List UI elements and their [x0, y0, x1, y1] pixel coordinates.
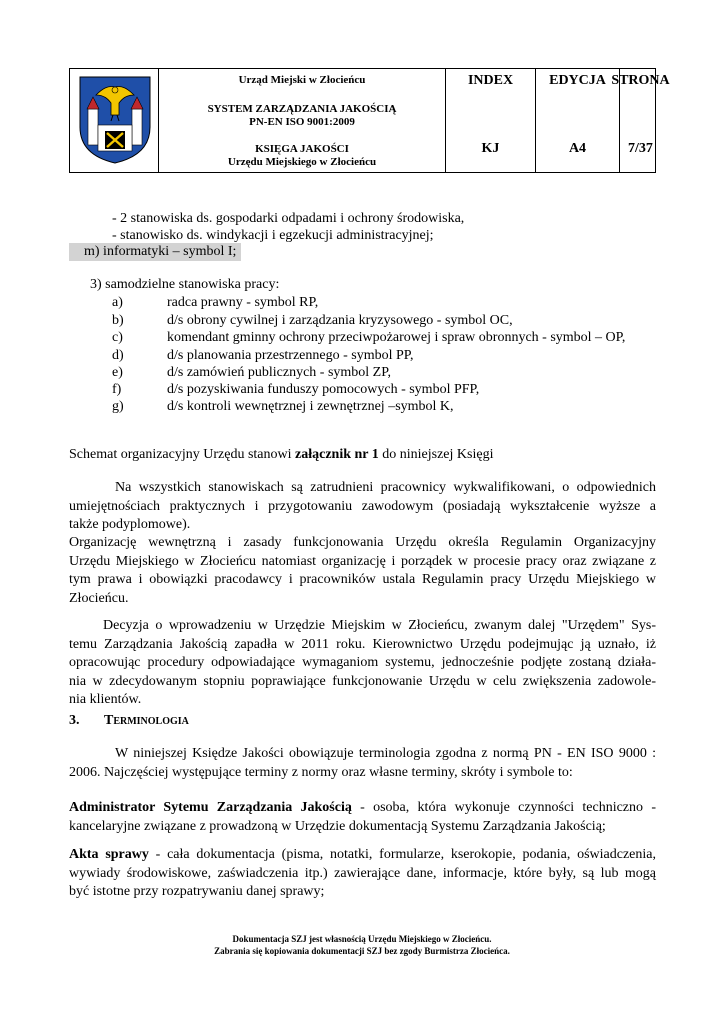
section-title: Terminologia: [104, 713, 189, 728]
page-label: STRONA: [611, 73, 670, 88]
organization-paragraph: [69, 534, 656, 608]
paragraph-line: umiejętnościach praktycznych i przygotowaniu zawodowym (posiadają wykształcenie wyższe a: [69, 498, 656, 514]
coat-of-arms-icon: [78, 75, 152, 165]
item-letter: c): [112, 330, 123, 345]
attachment-reference: załącznik nr 1: [295, 447, 379, 462]
list-item: d/s pozyskiwania funduszy pomocowych - symbol PFP,: [167, 382, 480, 397]
header-book-owner: Urzędu Miejskiego w Złocieńcu: [227, 156, 377, 168]
paragraph-line: być istotne przy rozpatrywaniu danej sprawy;: [69, 884, 325, 899]
header-page-cell: [611, 69, 670, 172]
section-heading: 3) samodzielne stanowiska pracy:: [90, 277, 280, 292]
list-item: radca prawny - symbol RP,: [167, 295, 319, 310]
header-title-cell: [159, 69, 446, 172]
paragraph-line: kancelaryjne związane z prowadzoną w Urzędzie dokumentacją Systemu Zarządzania Jakością;: [69, 818, 606, 834]
header-book-title: KSIĘGA JAKOŚCI: [255, 143, 349, 155]
item-letter: b): [112, 313, 124, 328]
definition-term: Akta sprawy: [69, 847, 149, 862]
paragraph-line: [69, 799, 656, 818]
paragraph-line: Urzędu Miejskiego w Złocieńcu natomiast organizację i porządek w procesie pracy oraz związane z: [69, 553, 656, 569]
paragraph-line: wywiady środowiskowe, zaświadczenia itp.) zawierające dane, informacje, które były, są lub mogą: [69, 865, 656, 881]
header-office-name: Urząd Miejski w Złocieńcu: [238, 74, 366, 86]
definition-text: - cała dokumentacja (pisma, notatki, formularze, kserokopie, podania, oświadczenia,: [148, 847, 657, 862]
list-item: - 2 stanowiska ds. gospodarki odpadami i ochrony środowiska,: [112, 211, 465, 226]
definition-administrator: [69, 799, 656, 836]
section-number: 3.: [69, 713, 80, 728]
index-label: INDEX: [467, 73, 514, 88]
list-item: d/s zamówień publicznych - symbol ZP,: [167, 365, 391, 380]
header-standard: PN-EN ISO 9001:2009: [249, 116, 355, 128]
paragraph-line: W niniejszej Księdze Jakości obowiązuje terminologia zgodna z normą PN - EN ISO 9000 :: [115, 746, 656, 761]
list-item: d/s kontroli wewnętrznej i zewnętrznej –symbol K,: [167, 399, 454, 414]
paragraph-line: Decyzja o wprowadzeniu w Urzędzie Miejskim w Złocieńcu, zwanym dalej "Urzędem" Sys-: [103, 618, 656, 633]
paragraph-line: nia w zdecydowanym stopniu poprawiające funkcjonowanie Urzędu w celu zwiększenia zadowole-: [69, 673, 656, 689]
paragraph-line: Na wszystkich stanowiskach są zatrudnieni pracownicy wykwalifikowani, o odpowiednich: [115, 480, 656, 495]
index-value: KJ: [481, 141, 500, 156]
paragraph-line: temu Zarządzania Jakością zapadła w 2011 roku. Kierownictwo Urzędu podejmując ją uznało, iż: [69, 636, 656, 652]
definition-text: - osoba, która wykonuje czynności techniczno -: [351, 800, 656, 815]
paragraph-line: Złocieńcu.: [69, 590, 129, 606]
paragraph-line: Organizację wewnętrzną i zasady funkcjonowania Urzędu określa Regulamin Organizacyjny: [69, 535, 656, 550]
list-item: d/s planowania przestrzennego - symbol PP,: [167, 348, 414, 363]
document-header-table: [69, 68, 670, 173]
paragraph-line: 2006. Najczęściej występujące terminy z normy oraz własne terminy, skróty i symbole to:: [69, 764, 573, 780]
header-system-name: SYSTEM ZARZĄDZANIA JAKOŚCIĄ: [207, 103, 397, 115]
header-index-cell: [446, 69, 536, 172]
decision-paragraph: [69, 617, 656, 710]
paragraph-line: [69, 846, 656, 865]
footer-copy-restriction: Zabrania się kopiowania dokumentacji SZJ bez zgody Burmistrza Złocieńca.: [214, 946, 510, 956]
definition-term: Administrator Sytemu Zarządzania Jakością: [69, 800, 352, 815]
list-item: d/s obrony cywilnej i zarządzania kryzysowego - symbol OC,: [167, 313, 513, 328]
paragraph-line: opracowując procedury odpowiadające wymaganiom systemu, jednocześnie podjęte zostaną działa-: [69, 655, 656, 670]
staff-paragraph: [69, 479, 656, 535]
terminology-intro: [69, 745, 656, 782]
item-letter: a): [112, 295, 123, 310]
page-value: 7/37: [628, 141, 653, 156]
item-letter: e): [112, 365, 123, 380]
item-letter: f): [112, 382, 122, 397]
header-logo-cell: [70, 69, 159, 172]
definition-case-files: [69, 846, 656, 902]
list-item: komendant gminny ochrony przeciwpożarowej i spraw obronnych - symbol – OP,: [167, 330, 626, 345]
schema-text: do niniejszej Księgi: [378, 447, 494, 462]
edition-value: A4: [568, 141, 587, 156]
paragraph-line: także podyplomowe).: [69, 517, 191, 532]
schema-text: Schemat organizacyjny Urzędu stanowi: [69, 447, 296, 462]
list-item: - stanowisko ds. windykacji i egzekucji administracyjnej;: [112, 228, 434, 243]
schema-sentence: [69, 446, 493, 464]
paragraph-line: tym prawa i obowiązki pracodawcy i pracowników ustala Regulamin pracy Urzędu Miejskiego w: [69, 572, 656, 587]
item-letter: d): [112, 348, 124, 363]
item-letter: g): [112, 399, 124, 414]
edition-label: EDYCJA: [549, 73, 606, 88]
footer-ownership-note: Dokumentacja SZJ jest własnością Urzędu Miejskiego w Złocieńcu.: [232, 934, 492, 944]
highlighted-list-item: m) informatyki – symbol I;: [69, 243, 241, 261]
paragraph-line: nia klientów.: [69, 692, 142, 707]
